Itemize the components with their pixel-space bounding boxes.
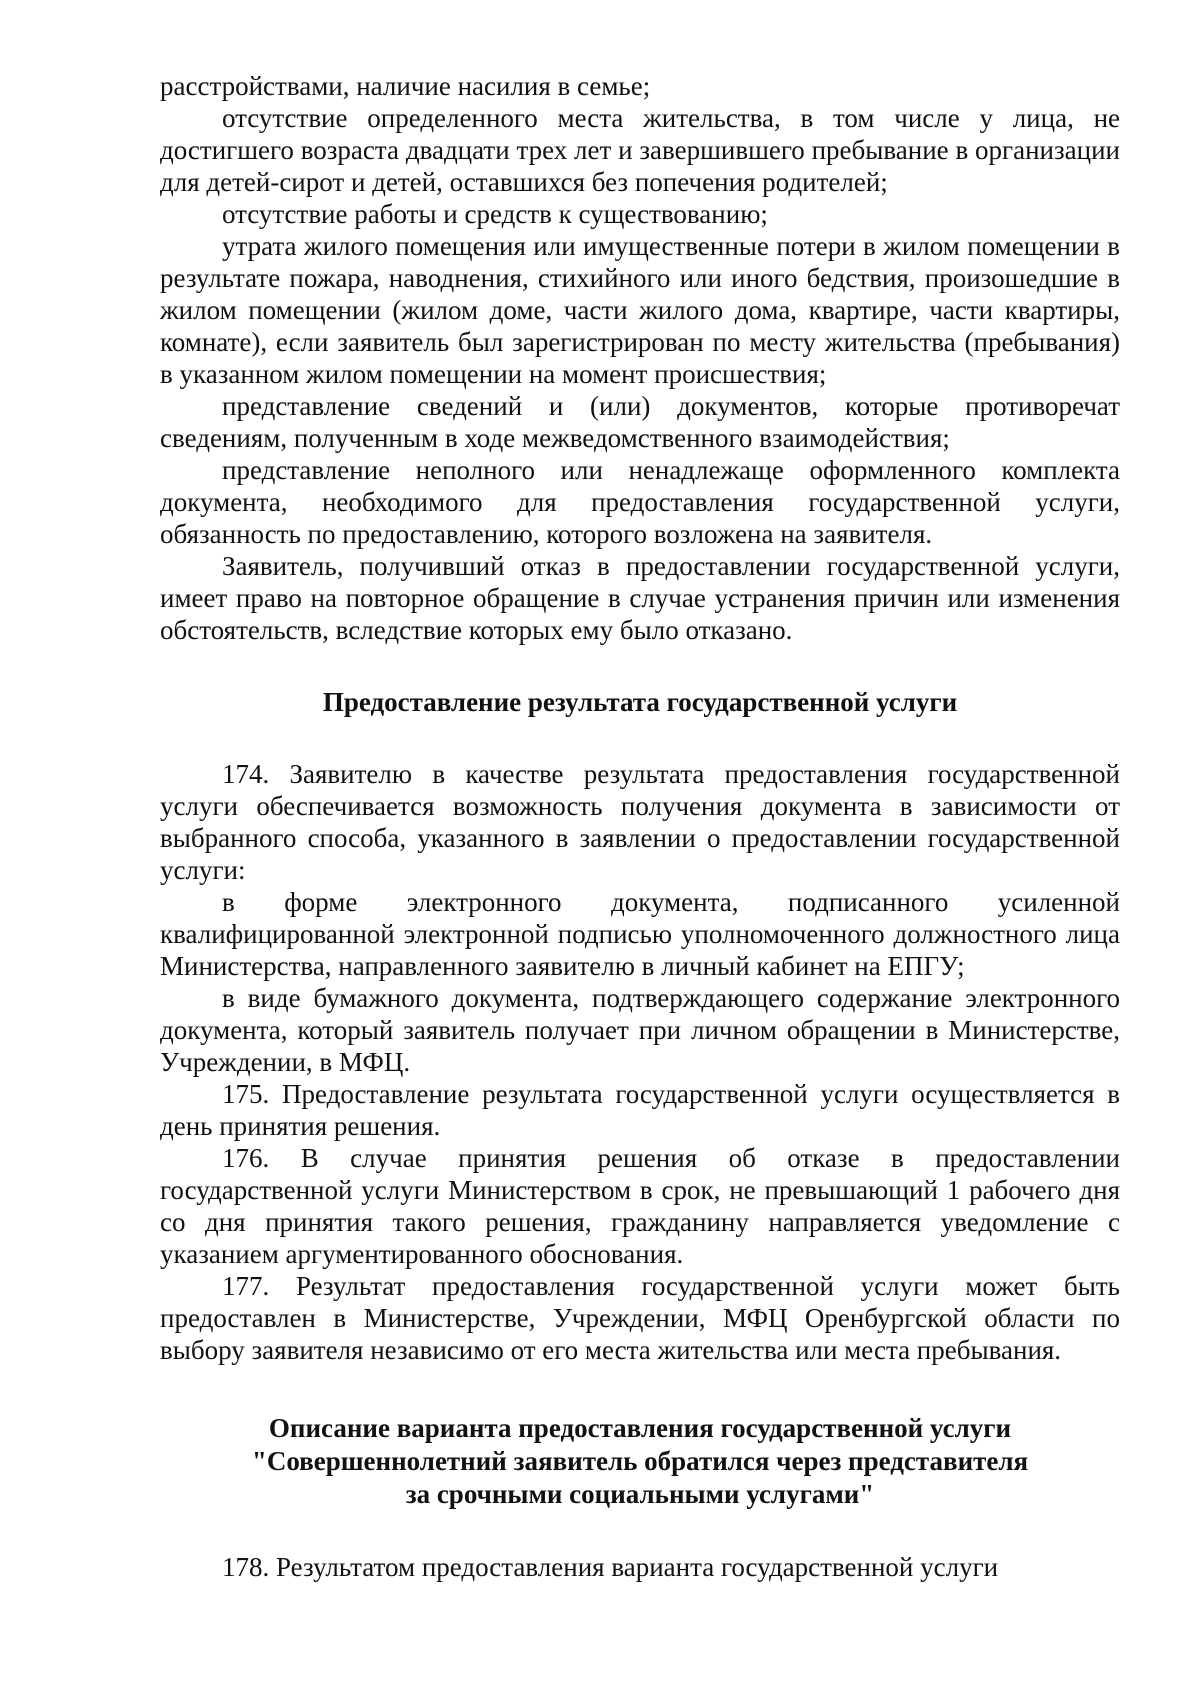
paragraph: в виде бумажного документа, подтверждающего содержание электронного документа, который заявитель получает при личном обращении в Министерстве, Учреждении, в МФЦ. bbox=[160, 983, 1120, 1077]
paragraph: утрата жилого помещения или имущественные потери в жилом помещении в результате пожара, наводнения, стихийного или иного бедствия, произошедшие в жилом помещении (жилом доме, части жилого дома, квартире, части квартиры, комнате), если заявитель был зарегистрирован по месту жительства (пребывания) в указанном жилом помещении на момент происшествия; bbox=[160, 231, 1120, 389]
paragraph: в форме электронного документа, подписанного усиленной квалифицированной электронной подписью уполномоченного должностного лица Министерства, направленного заявителю в личный кабинет на ЕПГУ; bbox=[160, 887, 1120, 981]
heading-line-1: Описание варианта предоставления государственной услуги bbox=[268, 1413, 1012, 1443]
paragraph: представление сведений и (или) документов, которые противоречат сведениям, полученным в ходе межведомственного взаимодействия; bbox=[160, 391, 1120, 453]
section-heading-variant bbox=[160, 1412, 1120, 1511]
document-page bbox=[160, 70, 1120, 1583]
paragraphs-top bbox=[160, 70, 1120, 646]
paragraph: 174. Заявителю в качестве результата предоставления государственной услуги обеспечивается возможность получения документа в зависимости от выбранного способа, указанного в заявлении о предоставлении государственной услуги: bbox=[160, 759, 1120, 885]
heading-line-2: "Совершеннолетний заявитель обратился через представителя bbox=[251, 1446, 1029, 1476]
paragraph: отсутствие работы и средств к существованию; bbox=[222, 199, 768, 229]
section-heading-result: Предоставление результата государственной услуги bbox=[322, 687, 958, 717]
paragraph: 176. В случае принятия решения об отказе в предоставлении государственной услуги Министерством в срок, не превышающий 1 рабочего дня со дня принятия такого решения, гражданину направляется уведомление с указанием аргументированного обоснования. bbox=[160, 1143, 1120, 1269]
paragraph: 178. Результатом предоставления варианта государственной услуги bbox=[222, 1552, 999, 1582]
paragraph: отсутствие определенного места жительства, в том числе у лица, не достигшего возраста двадцати трех лет и завершившего пребывание в организации для детей-сирот и детей, оставшихся без попечения родителей; bbox=[160, 103, 1120, 197]
paragraph: расстройствами, наличие насилия в семье; bbox=[160, 71, 651, 101]
paragraphs-bottom bbox=[160, 1551, 1120, 1583]
paragraph: Заявитель, получивший отказ в предоставлении государственной услуги, имеет право на повторное обращение в случае устранения причин или изменения обстоятельств, вследствие которых ему было отказано. bbox=[160, 551, 1120, 645]
paragraphs-middle bbox=[160, 758, 1120, 1366]
paragraph: представление неполного или ненадлежаще оформленного комплекта документа, необходимого для предоставления государственной услуги, обязанность по предоставлению, которого возложена на заявителя. bbox=[160, 455, 1120, 549]
paragraph: 177. Результат предоставления государственной услуги может быть предоставлен в Министерстве, Учреждении, МФЦ Оренбургской области по выбору заявителя независимо от его места жительства или места пребывания. bbox=[160, 1271, 1120, 1365]
heading-line-3: за срочными социальными услугами" bbox=[405, 1479, 875, 1509]
paragraph: 175. Предоставление результата государственной услуги осуществляется в день принятия решения. bbox=[160, 1079, 1120, 1141]
